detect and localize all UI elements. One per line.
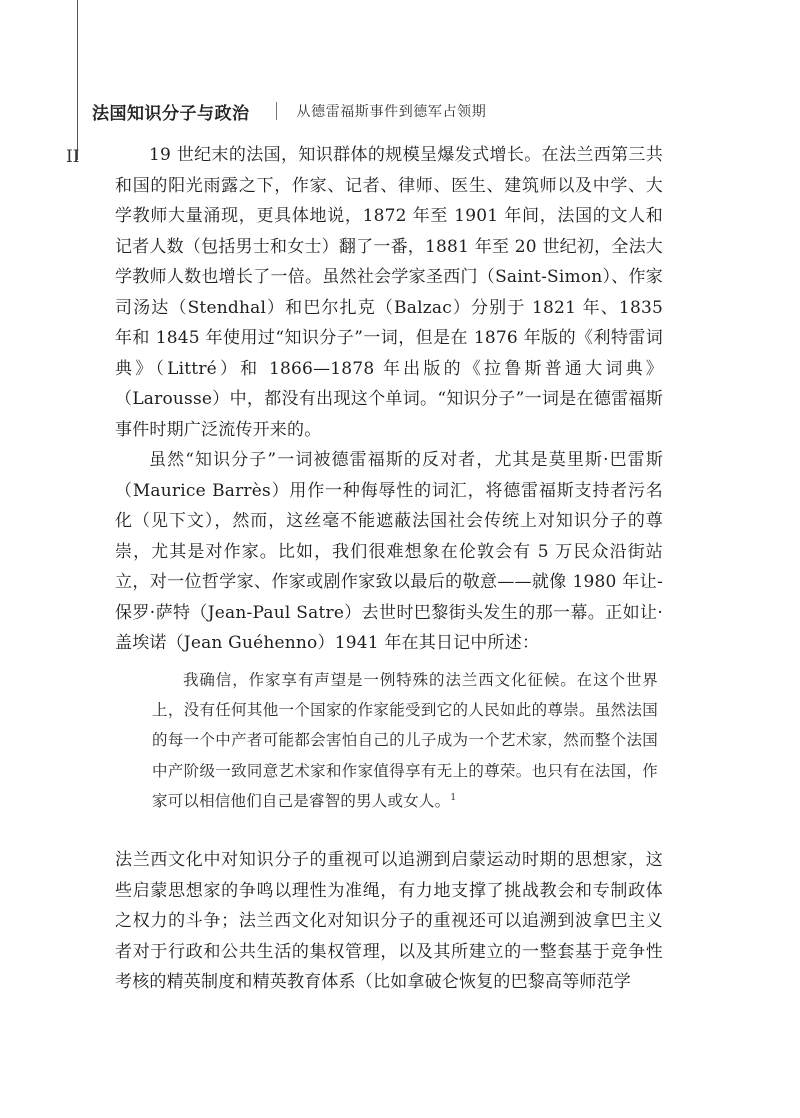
- paragraph-3: 法兰西文化中对知识分子的重视可以追溯到启蒙运动时期的思想家，这些启蒙思想家的争鸣以理性为准绳，有力地支撑了挑战教会和专制政体之权力的斗争；法兰西文化对知识分子的重视还可以追溯到波拿巴主义者对于行政和公共生活的集权管理，以及其所建立的一整套基于竞争性考核的精英制度和精英教育体系（比如拿破仑恢复的巴黎高等师范学: [115, 850, 663, 992]
- block-quote: [152, 665, 658, 816]
- margin-rule: [77, 0, 78, 160]
- main-text: [115, 140, 663, 659]
- quote-text: 我确信，作家享有声望是一例特殊的法兰西文化征候。在这个世界上，没有任何其他一个国家的作家能受到它的人民如此的尊崇。虽然法国的每一个中产者可能都会害怕自己的儿子成为一个艺术家，然而整个法国中产阶级一致同意艺术家和作家值得享有无上的尊荣。也只有在法国，作家可以相信他们自己是睿智的男人或女人。: [152, 671, 658, 810]
- page-number: II: [66, 147, 80, 167]
- paragraph-2: 虽然“知识分子”一词被德雷福斯的反对者，尤其是莫里斯·巴雷斯（Maurice Barrès）用作一种侮辱性的词汇，将德雷福斯支持者污名化（见下文），然而，这丝毫不能遮蔽法国社会传统上对知识分子的尊崇，尤其是对作家。比如，我们很难想象在伦敦会有 5 万民众沿街站立，对一位哲学家、作家或剧作家致以最后的敬意——就像 1980 年让-保罗·萨特（Jean-Paul Satre）去世时巴黎街头发生的那一幕。正如让·盖埃诺（Jean Guéhenno）1941 年在其日记中所述：: [115, 450, 663, 653]
- paragraph-1: 19 世纪末的法国，知识群体的规模呈爆发式增长。在法兰西第三共和国的阳光雨露之下，作家、记者、律师、医生、建筑师以及中学、大学教师大量涌现，更具体地说，1872 年至 1901 年间，法国的文人和记者人数（包括男士和女士）翻了一番，1881 年至 20 世纪初，全法大学教师人数也增长了一倍。虽然社会学家圣西门（Saint-Simon）、作家司汤达（Stendhal）和巴尔扎克（Balzac）分别于 1821 年、1835 年和 1845 年使用过“知识分子”一词，但是在 1876 年版的《利特雷词典》（Littré）和 1866—1878 年出版的《拉鲁斯普通大词典》（Larousse）中，都没有出现这个单词。“知识分子”一词是在德雷福斯事件时期广泛流传开来的。: [115, 145, 663, 440]
- header-divider: [276, 102, 277, 120]
- book-subtitle: 从德雷福斯事件到德军占领期: [296, 104, 487, 120]
- footnote-marker: 1: [450, 792, 457, 803]
- running-header: [92, 99, 486, 123]
- book-title: 法国知识分子与政治: [92, 103, 250, 124]
